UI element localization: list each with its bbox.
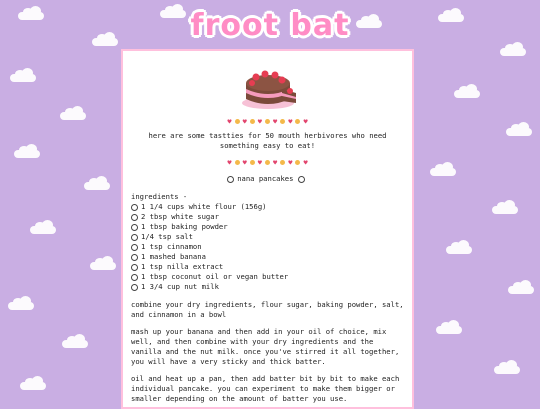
recipe-title: nana pancakes [131, 174, 404, 184]
step-2: mash up your banana and then add in your oil of choice, mix well, and then combine with your dry ingredients and the vanilla and the nut milk. once you've stirred it all together, you will have a very sticky and thick batter. [131, 327, 400, 366]
bullet-icon [131, 234, 138, 241]
intro-text: here are some tastties for 50 mouth herbivores who need something easy to eat! [148, 131, 387, 150]
bullet-icon [131, 274, 138, 281]
bullet-icon [131, 264, 138, 271]
ingredient-item: 1 tsp nilla extract [131, 262, 404, 272]
ingredient-item: 1 tbsp baking powder [131, 222, 404, 232]
divider-bottom: ♥ ♥ ♥ ♥ ♥ ♥ [227, 159, 308, 167]
bullet-icon [131, 214, 138, 221]
ingredient-item: 1 tsp cinnamon [131, 242, 404, 252]
ingredient-item: 1 1/4 cups white flour (156g) [131, 202, 404, 212]
ingredient-item: 1 3/4 cup nut milk [131, 282, 404, 292]
bullet-icon [131, 284, 138, 291]
ingredients-label: ingredients - [131, 192, 188, 201]
ingredient-item: 1 mashed banana [131, 252, 404, 262]
site-logo[interactable]: froot bat [190, 8, 350, 43]
bullet-icon [131, 244, 138, 251]
ingredient-item: 2 tbsp white sugar [131, 212, 404, 222]
bullet-icon [298, 176, 305, 183]
content-panel [121, 49, 414, 409]
bullet-icon [131, 204, 138, 211]
ingredient-item: 1 tbsp coconut oil or vegan butter [131, 272, 404, 282]
divider-top: ♥ ♥ ♥ ♥ ♥ ♥ [227, 118, 308, 126]
ingredient-list [131, 202, 404, 292]
cake-icon [238, 59, 298, 113]
ingredient-item: 1/4 tsp salt [131, 232, 404, 242]
step-3: oil and heat up a pan, then add batter bit by bit to make each individual pancake. you can experiment to make them bigger or smaller depending on the amount of batter you use. [131, 374, 400, 403]
bullet-icon [131, 254, 138, 261]
bullet-icon [131, 224, 138, 231]
step-1: combine your dry ingredients, flour sugar, baking powder, salt, and cinnamon in a bowl [131, 300, 404, 319]
bullet-icon [227, 176, 234, 183]
